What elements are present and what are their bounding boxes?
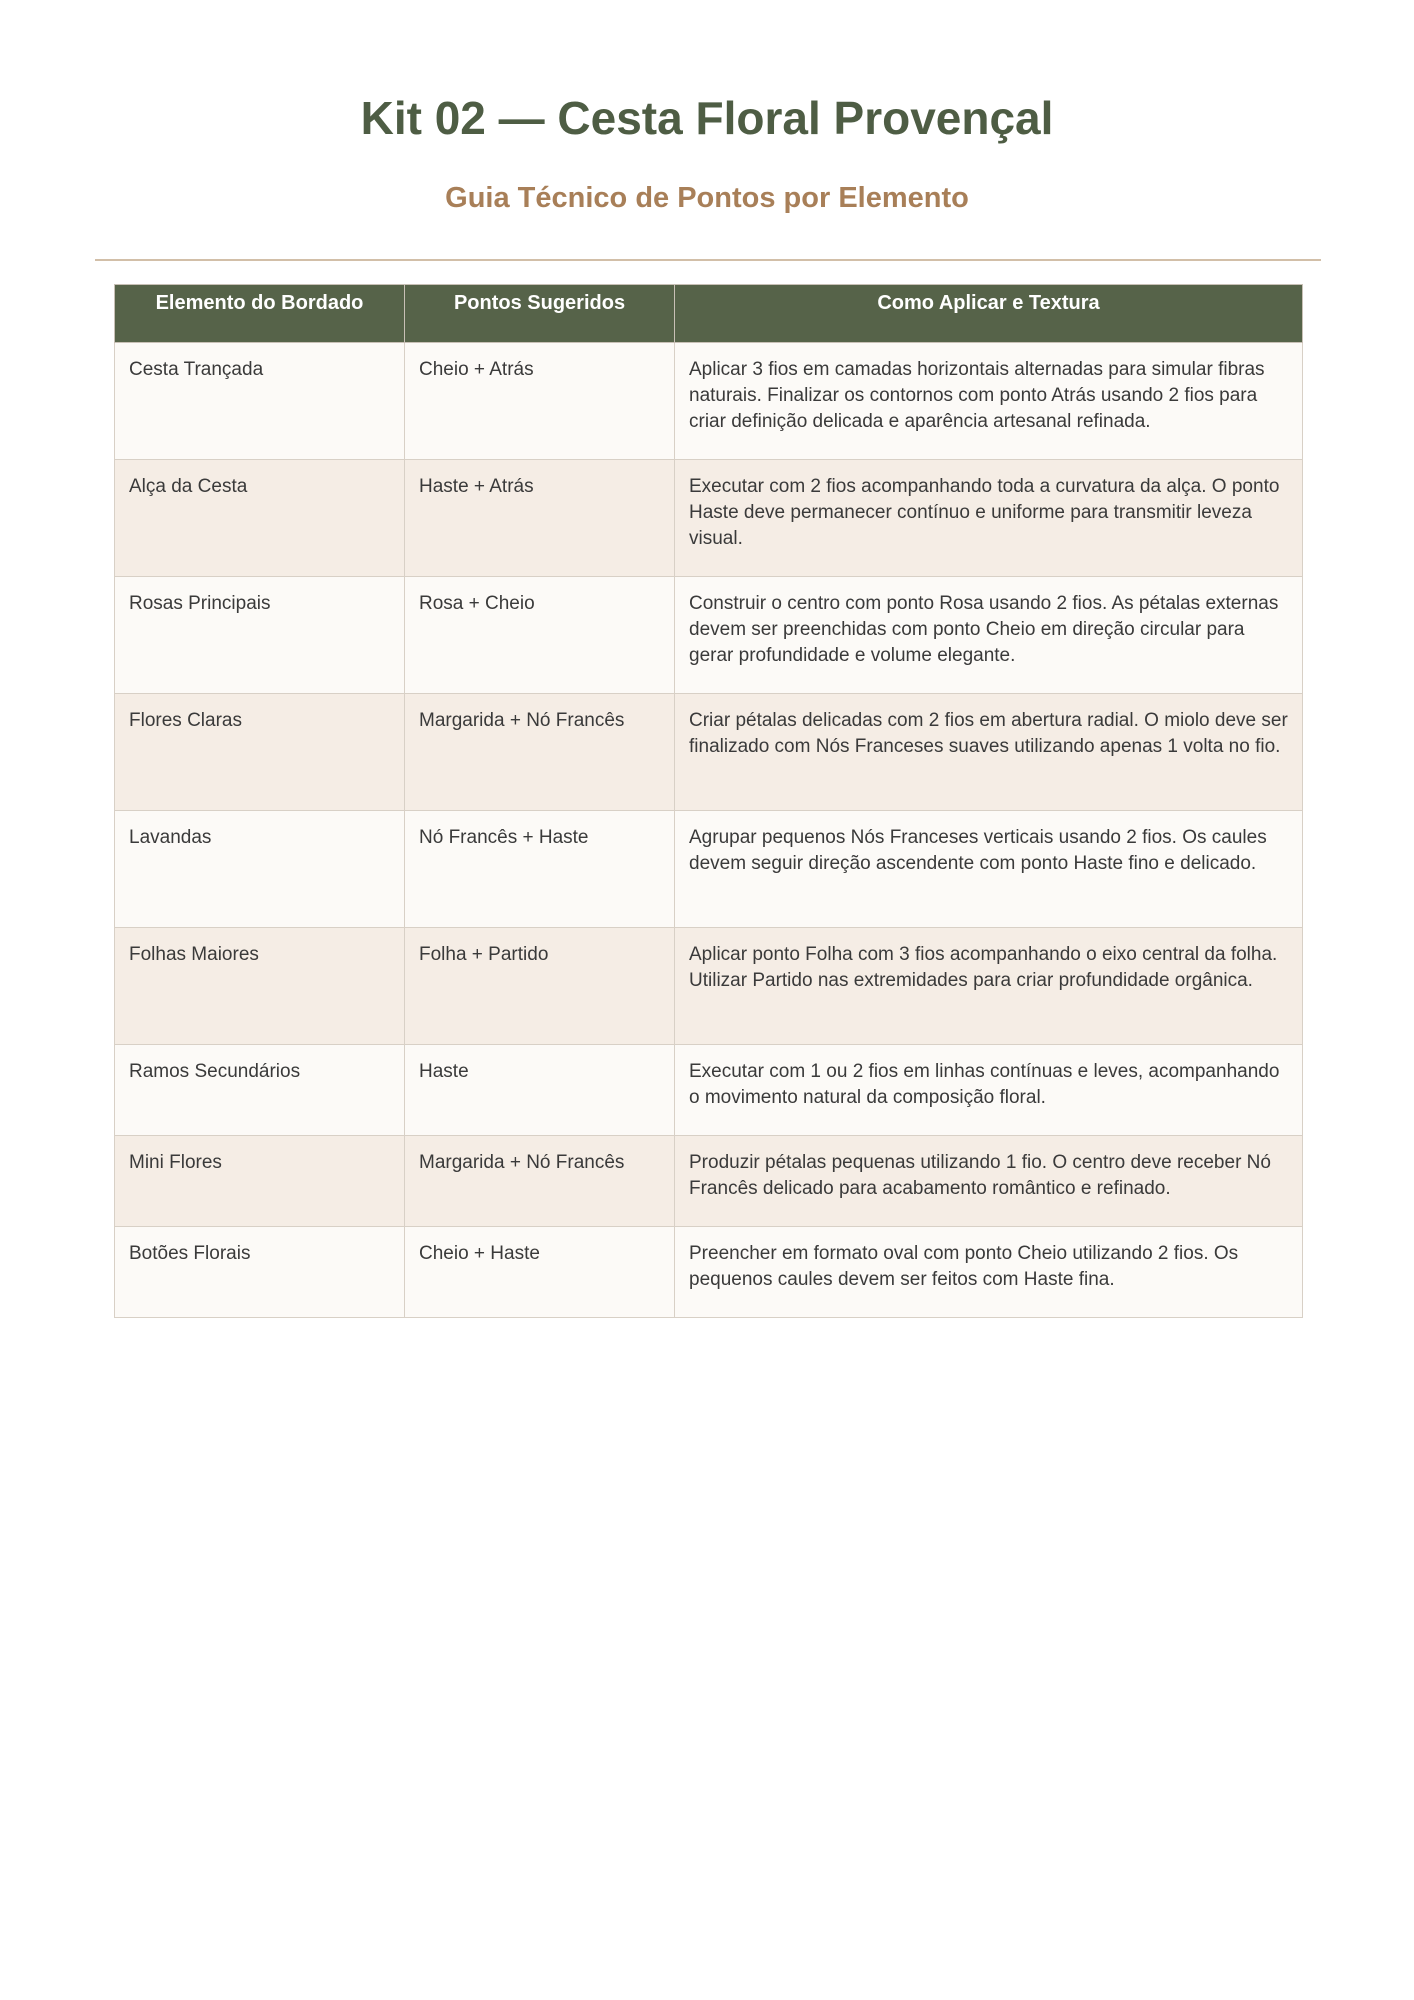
cell-stitches: Folha + Partido [405, 928, 675, 1045]
cell-how: Preencher em formato oval com ponto Cheio utilizando 2 fios. Os pequenos caules devem ser feitos com Haste fina. [675, 1227, 1303, 1318]
cell-stitches: Haste [405, 1045, 675, 1136]
table-row [115, 460, 1303, 577]
table-row [115, 928, 1303, 1045]
column-header-stitches: Pontos Sugeridos [405, 285, 675, 343]
table-row [115, 577, 1303, 694]
column-header-element: Elemento do Bordado [115, 285, 405, 343]
cell-how: Construir o centro com ponto Rosa usando 2 fios. As pétalas externas devem ser preenchidas com ponto Cheio em direção circular para gerar profundidade e volume elegante. [675, 577, 1303, 694]
cell-stitches: Haste + Atrás [405, 460, 675, 577]
cell-stitches: Rosa + Cheio [405, 577, 675, 694]
cell-element: Flores Claras [115, 694, 405, 811]
table-row [115, 811, 1303, 928]
cell-element: Botões Florais [115, 1227, 405, 1318]
cell-how: Executar com 1 ou 2 fios em linhas contínuas e leves, acompanhando o movimento natural da composição floral. [675, 1045, 1303, 1136]
cell-element: Folhas Maiores [115, 928, 405, 1045]
table-row [115, 343, 1303, 460]
cell-stitches: Margarida + Nó Francês [405, 694, 675, 811]
table-row [115, 1227, 1303, 1318]
title-divider [95, 259, 1321, 261]
page-subtitle: Guia Técnico de Pontos por Elemento [445, 182, 969, 214]
cell-how: Criar pétalas delicadas com 2 fios em abertura radial. O miolo deve ser finalizado com Nós Franceses suaves utilizando apenas 1 volta no fio. [675, 694, 1303, 811]
column-header-how: Como Aplicar e Textura [675, 285, 1303, 343]
cell-stitches: Cheio + Atrás [405, 343, 675, 460]
page-title: Kit 02 — Cesta Floral Provençal [360, 92, 1054, 144]
cell-element: Ramos Secundários [115, 1045, 405, 1136]
cell-stitches: Nó Francês + Haste [405, 811, 675, 928]
cell-element: Cesta Trançada [115, 343, 405, 460]
stitch-guide-table [114, 284, 1303, 1318]
cell-element: Mini Flores [115, 1136, 405, 1227]
cell-how: Agrupar pequenos Nós Franceses verticais usando 2 fios. Os caules devem seguir direção ascendente com ponto Haste fino e delicado. [675, 811, 1303, 928]
table-row [115, 1045, 1303, 1136]
cell-how: Aplicar 3 fios em camadas horizontais alternadas para simular fibras naturais. Finalizar os contornos com ponto Atrás usando 2 fios para criar definição delicada e aparência artesanal refinada. [675, 343, 1303, 460]
table-row [115, 1136, 1303, 1227]
cell-stitches: Cheio + Haste [405, 1227, 675, 1318]
table-row [115, 694, 1303, 811]
cell-element: Alça da Cesta [115, 460, 405, 577]
cell-element: Lavandas [115, 811, 405, 928]
cell-stitches: Margarida + Nó Francês [405, 1136, 675, 1227]
cell-how: Executar com 2 fios acompanhando toda a curvatura da alça. O ponto Haste deve permanecer contínuo e uniforme para transmitir leveza visual. [675, 460, 1303, 577]
cell-how: Produzir pétalas pequenas utilizando 1 fio. O centro deve receber Nó Francês delicado para acabamento romântico e refinado. [675, 1136, 1303, 1227]
cell-how: Aplicar ponto Folha com 3 fios acompanhando o eixo central da folha. Utilizar Partido nas extremidades para criar profundidade orgânica. [675, 928, 1303, 1045]
table-header-row [115, 285, 1303, 343]
cell-element: Rosas Principais [115, 577, 405, 694]
